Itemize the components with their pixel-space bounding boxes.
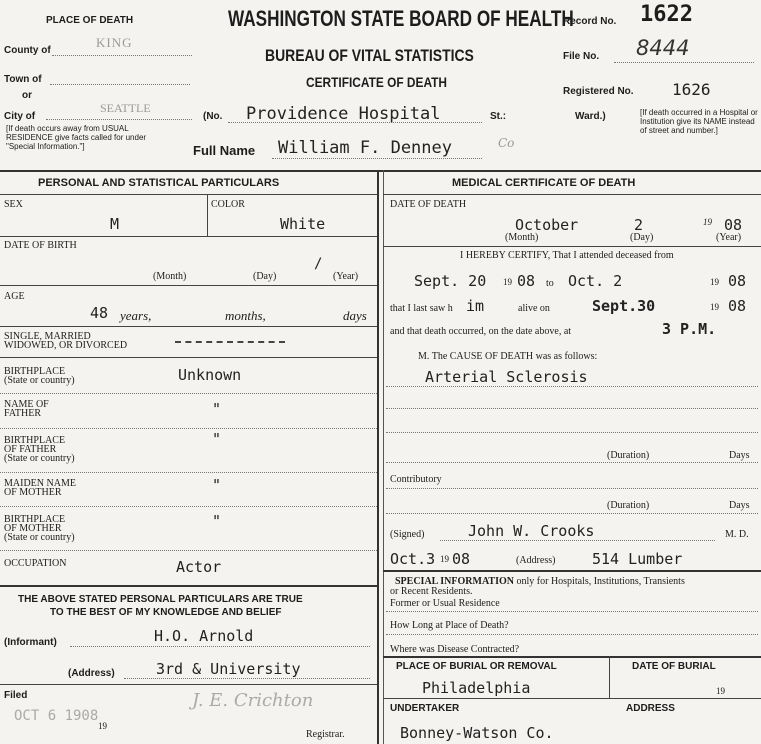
cause-duration-label: (Duration)	[607, 450, 650, 461]
form-title: WASHINGTON STATE BOARD OF HEALTH	[228, 6, 574, 31]
to-label: to	[546, 278, 554, 289]
informant-value: H.O. Arnold	[154, 627, 254, 645]
sign-19: 19	[440, 554, 449, 564]
attended-from-year: 08	[517, 272, 536, 290]
record-number: 1622	[640, 2, 693, 27]
occurred-label: and that death occurred, on the date above, at	[390, 326, 572, 337]
record-label: Record No.	[563, 16, 617, 27]
dod-19: 19	[703, 217, 712, 227]
city-value: SEATTLE	[100, 101, 151, 115]
dob-day-label: (Day)	[253, 271, 277, 282]
where-contracted-label: Where was Disease Contracted?	[390, 644, 520, 655]
birthplace-label-1: BIRTHPLACE	[4, 366, 66, 377]
attended-to: Oct. 2	[568, 272, 623, 290]
physician-address-label: (Address)	[516, 555, 556, 566]
color-label: COLOR	[211, 199, 245, 210]
alive-on-date: Sept.30	[592, 297, 656, 315]
dob-mark: /	[314, 256, 323, 272]
or-label: or	[22, 90, 32, 101]
dob-year-label: (Year)	[333, 271, 359, 282]
color-value: White	[280, 215, 326, 233]
file-label: File No.	[563, 51, 600, 62]
st-label: St.:	[490, 111, 507, 122]
true-statement-1: THE ABOVE STATED PERSONAL PARTICULARS ARE TRUE	[18, 594, 303, 605]
former-residence-label: Former or Usual Residence	[390, 598, 500, 609]
burial-place-label: PLACE OF BURIAL OR REMOVAL	[396, 661, 557, 672]
dod-label: DATE OF DEATH	[390, 199, 467, 210]
occupation-value: Actor	[176, 558, 222, 576]
sign-date: Oct.3	[390, 550, 436, 568]
occupation-label: OCCUPATION	[4, 558, 67, 569]
burial-19: 19	[716, 686, 725, 696]
certificate-title: CERTIFICATE OF DEATH	[306, 74, 448, 90]
dod-month-label: (Month)	[505, 232, 539, 243]
contributory-label: Contributory	[390, 474, 442, 485]
hospital-note: [If death occurred in a Hospital or Institution give its NAME instead of street and number.]	[640, 108, 758, 135]
mother-bp-label-1: BIRTHPLACE	[4, 514, 66, 525]
mother-name-label-1: MAIDEN NAME	[4, 478, 76, 489]
death-time: 3 P.M.	[662, 320, 717, 338]
how-long-label: How Long at Place of Death?	[390, 620, 509, 631]
sex-label: SEX	[4, 199, 23, 210]
marital-label-2: WIDOWED, OR DIVORCED	[4, 340, 128, 351]
ward-label: Ward.)	[575, 111, 606, 122]
registered-label: Registered No.	[563, 86, 634, 97]
fullname-label: Full Name	[193, 143, 256, 158]
file-number: 8444	[636, 36, 690, 60]
mother-bp-label-2: OF MOTHER	[4, 523, 62, 534]
medical-heading: MEDICAL CERTIFICATE OF DEATH	[452, 177, 636, 189]
county-label: County of	[4, 45, 51, 56]
certify-text: I HEREBY CERTIFY, That I attended deceased from	[460, 250, 674, 261]
sex-value: M	[110, 215, 120, 233]
fullname-annotation: Co	[498, 136, 515, 150]
informant-label: (Informant)	[4, 637, 57, 648]
dod-month: October	[515, 216, 579, 234]
sign-year: 08	[452, 550, 471, 568]
contributory-duration-label: (Duration)	[607, 500, 650, 511]
mother-bp-value: "	[212, 512, 222, 530]
age-years-value: 48	[90, 304, 109, 322]
birthplace-label-2: (State or country)	[4, 375, 75, 386]
filed-stamp: OCT 6 1908	[14, 708, 99, 724]
fullname-value: William F. Denney	[278, 138, 452, 158]
attended-from: Sept. 20	[414, 272, 487, 290]
dob-label: DATE OF BIRTH	[4, 240, 77, 251]
dod-day-label: (Day)	[630, 232, 654, 243]
informant-address-label: (Address)	[68, 668, 115, 679]
last-saw-label: that I last saw h	[390, 303, 453, 314]
alive-on-year: 08	[728, 297, 747, 315]
personal-heading: PERSONAL AND STATISTICAL PARTICULARS	[38, 177, 280, 189]
months-label: months,	[225, 308, 266, 323]
bureau-title: BUREAU OF VITAL STATISTICS	[265, 46, 474, 65]
special-info-heading: SPECIAL INFORMATION	[395, 576, 514, 587]
undertaker-label: UNDERTAKER	[390, 703, 460, 714]
age-label: AGE	[4, 291, 25, 302]
special-info-note: only for Hospitals, Institutions, Transients	[516, 576, 685, 587]
marital-dash	[175, 341, 285, 343]
city-label: City of	[4, 111, 36, 122]
filed-19: 19	[98, 721, 107, 731]
informant-address-value: 3rd & University	[156, 660, 301, 678]
physician-address-value: 514 Lumber	[592, 550, 683, 568]
special-info-line-2: or Recent Residents.	[390, 586, 473, 597]
years-label: years,	[120, 308, 152, 323]
mother-name-value: "	[212, 476, 222, 494]
father-bp-label-3: (State or country)	[4, 453, 75, 464]
registered-number: 1626	[672, 80, 711, 99]
mother-name-label-2: OF MOTHER	[4, 487, 62, 498]
burial-place-value: Philadelphia	[422, 679, 531, 697]
dod-year: 08	[724, 216, 743, 234]
contributory-days-label: Days	[729, 500, 750, 511]
filed-label: Filed	[4, 690, 28, 701]
dod-day: 2	[634, 216, 644, 234]
last-saw-pronoun: im	[466, 297, 485, 315]
signed-label: (Signed)	[390, 529, 425, 540]
street-no-label: (No.	[203, 111, 223, 122]
physician-signature: John W. Crooks	[468, 522, 595, 540]
md-label: M. D.	[725, 529, 749, 540]
father-bp-value: "	[212, 430, 222, 448]
hospital-name: Providence Hospital	[246, 104, 441, 124]
cause-of-death: Arterial Sclerosis	[425, 368, 588, 386]
father-name-label-1: NAME OF	[4, 399, 49, 410]
place-of-death-label: PLACE OF DEATH	[46, 15, 134, 26]
county-value: KING	[96, 35, 133, 50]
town-label: Town of	[4, 74, 42, 85]
burial-date-label: DATE OF BURIAL	[632, 661, 716, 672]
dod-year-label: (Year)	[716, 232, 742, 243]
registrar-signature: J. E. Crichton	[192, 690, 314, 711]
undertaker-address-label: ADDRESS	[626, 703, 675, 714]
father-name-value: "	[212, 400, 222, 418]
father-name-label-2: FATHER	[4, 408, 42, 419]
alive-on-label: alive on	[518, 303, 550, 314]
attended-from-19: 19	[503, 277, 512, 287]
attended-to-19: 19	[710, 277, 719, 287]
days-label: days	[343, 308, 367, 323]
marital-label-1: SINGLE, MARRIED	[4, 331, 91, 342]
away-note: [If death occurs away from USUAL RESIDENCE give facts called for under "Special Information."]	[6, 124, 147, 151]
dob-month-label: (Month)	[153, 271, 187, 282]
undertaker-value: Bonney-Watson Co.	[400, 724, 554, 742]
mother-bp-label-3: (State or country)	[4, 532, 75, 543]
birthplace-value: Unknown	[178, 366, 242, 384]
father-bp-label-2: OF FATHER	[4, 444, 57, 455]
alive-on-19: 19	[710, 302, 719, 312]
registrar-label: Registrar.	[306, 729, 345, 740]
attended-to-year: 08	[728, 272, 747, 290]
cause-days-label: Days	[729, 450, 750, 461]
cause-label: M. The CAUSE OF DEATH was as follows:	[418, 351, 598, 362]
father-bp-label-1: BIRTHPLACE	[4, 435, 66, 446]
true-statement-2: TO THE BEST OF MY KNOWLEDGE AND BELIEF	[50, 607, 282, 618]
